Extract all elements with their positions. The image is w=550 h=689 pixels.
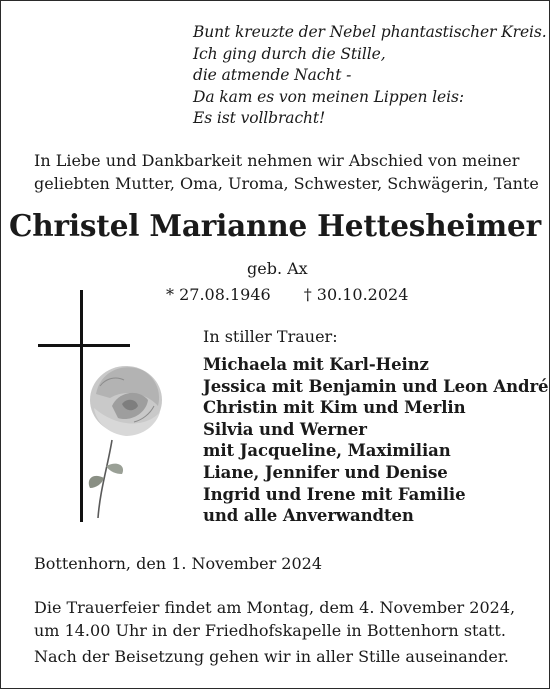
- mourner-entry: Liane, Jennifer und Denise: [203, 462, 448, 482]
- memorial-artwork: [30, 290, 180, 530]
- birth-date: * 27.08.1946: [166, 285, 271, 304]
- funeral-info: [34, 596, 515, 642]
- mourner-entry: Ingrid und Irene mit Familie: [203, 484, 466, 504]
- intro-line: geliebten Mutter, Oma, Uroma, Schwester, Schwägerin, Tante: [34, 174, 539, 193]
- mourner-entry: Jessica mit Benjamin und Leon André: [203, 376, 549, 396]
- funeral-line: um 14.00 Uhr in der Friedhofskapelle in Bottenhorn statt.: [34, 621, 506, 640]
- mourner-entry: Christin mit Kim und Merlin: [203, 398, 466, 418]
- mourning-heading: In stiller Trauer:: [203, 327, 338, 346]
- poem-line: die atmende Nacht -: [193, 66, 352, 84]
- poem-line: Da kam es von meinen Lippen leis:: [193, 87, 464, 106]
- death-date: † 30.10.2024: [303, 285, 409, 304]
- rose-icon: [89, 366, 162, 518]
- mourner-entry: und alle Anverwandten: [203, 506, 414, 526]
- mourner-entry: mit Jacqueline, Maximilian: [203, 441, 451, 461]
- mourner-entry: Michaela mit Karl-Heinz: [203, 355, 429, 374]
- maiden-name: geb. Ax: [247, 259, 308, 278]
- poem-line: Bunt kreuzte der Nebel phantastischer Kreis.: [193, 23, 547, 41]
- mourners-list: [203, 354, 548, 527]
- intro-text: [34, 149, 539, 195]
- poem: [193, 22, 547, 130]
- poem-line: Es ist vollbracht!: [193, 109, 326, 127]
- deceased-name: Christel Marianne Hettesheimer: [9, 208, 541, 243]
- intro-line: In Liebe und Dankbarkeit nehmen wir Abschied von meiner: [34, 151, 520, 170]
- closing-note: Nach der Beisetzung gehen wir in aller Stille auseinander.: [34, 647, 509, 666]
- poem-line: Ich ging durch die Stille,: [193, 44, 386, 63]
- life-dates: [166, 285, 408, 304]
- funeral-line: Die Trauerfeier findet am Montag, dem 4. November 2024,: [34, 598, 516, 617]
- mourner-entry: Silvia und Werner: [203, 419, 367, 439]
- place-date: Bottenhorn, den 1. November 2024: [34, 554, 323, 573]
